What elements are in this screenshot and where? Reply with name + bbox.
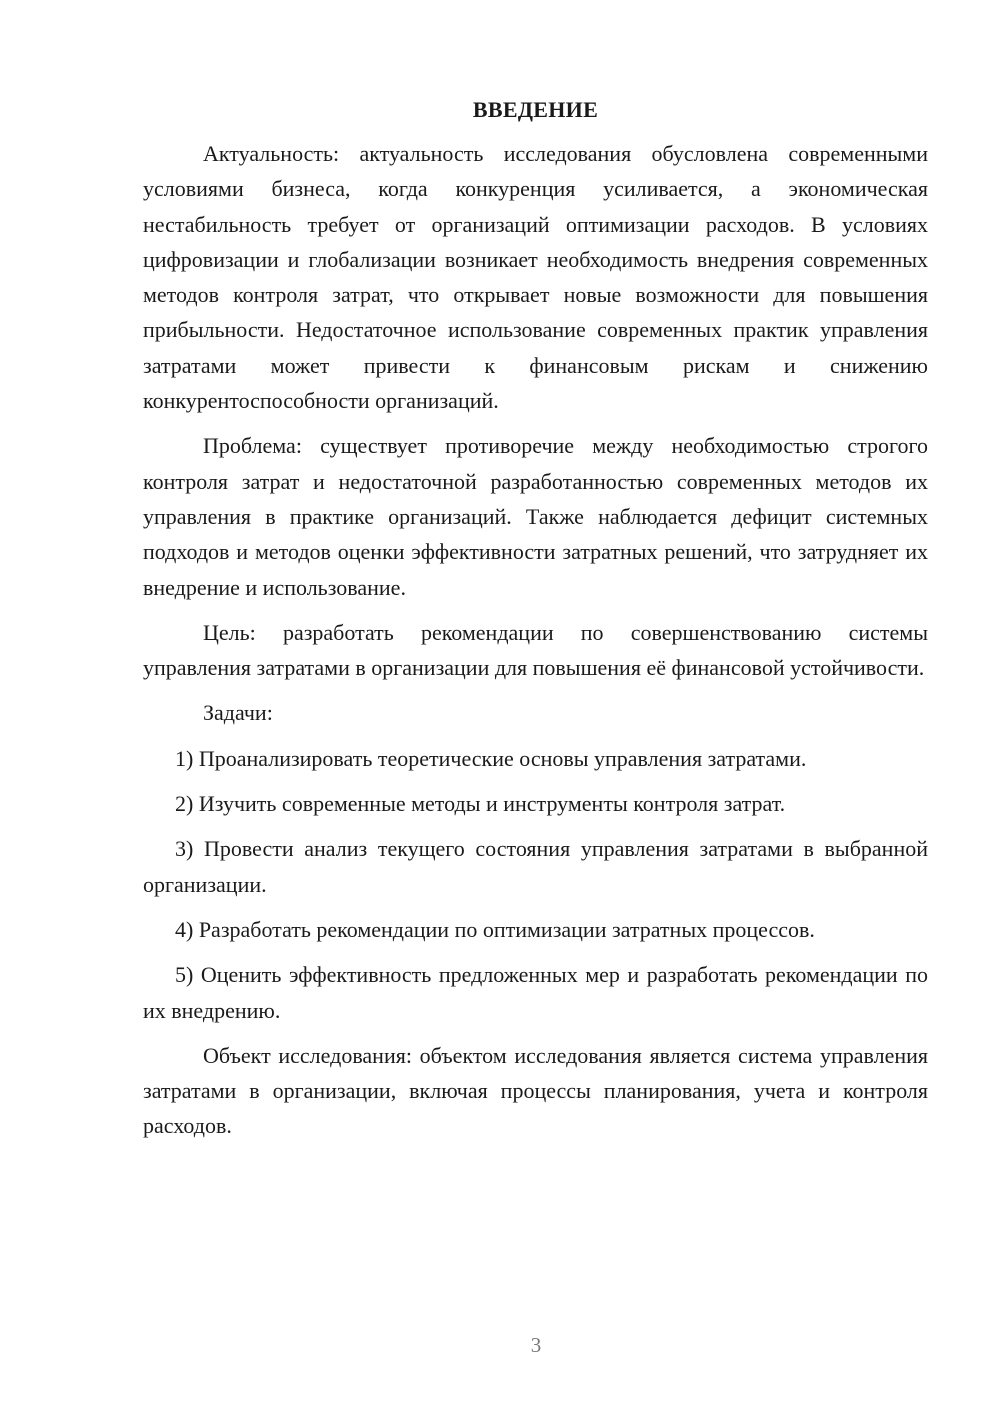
tasks-heading: Задачи: [203,700,273,726]
paragraph-object: Объект исследования: объектом исследования является система управления затратами в организации, включая процессы планирования, учета и контроля расходов. [143,1042,928,1139]
task-item-1: 1) Проанализировать теоретические основы управления затратами. [175,745,807,771]
paragraph-goal: Цель: разработать рекомендации по совершенствованию системы управления затратами в организации для повышения её финансовой устойчивости. [143,619,928,681]
document-body [143,92,928,1154]
task-item-3: 3) Провести анализ текущего состояния управления затратами в выбранной организации. [143,836,928,897]
paragraph-problem: Проблема: существует противоречие между необходимостью строгого контроля затрат и недостаточной разработанностью современных методов их управления в практике организаций. Также наблюдается дефицит системных подходов и методов оценки эффективности затратных решений, что затрудняет их внедрение и использование. [143,433,928,600]
task-item-5: 5) Оценить эффективность предложенных мер и разработать рекомендации по их внедрению. [143,962,928,1023]
paragraph-relevance: Актуальность: актуальность исследования обусловлена современными условиями бизнеса, когда конкуренция усиливается, а экономическая нестабильность требует от организаций оптимизации расходов. В условиях цифровизации и глобализации возникает необходимость внедрения современных методов контроля затрат, что открывает новые возможности для повышения прибыльности. Недостаточное использование современных практик управления затратами может привести к финансовым рискам и снижению конкурентоспособности организаций. [143,141,928,414]
page-title: ВВЕДЕНИЕ [472,97,599,122]
page-number: 3 [530,1333,542,1357]
task-item-4: 4) Разработать рекомендации по оптимизации затратных процессов. [175,916,815,942]
task-item-2: 2) Изучить современные методы и инструменты контроля затрат. [175,791,786,817]
